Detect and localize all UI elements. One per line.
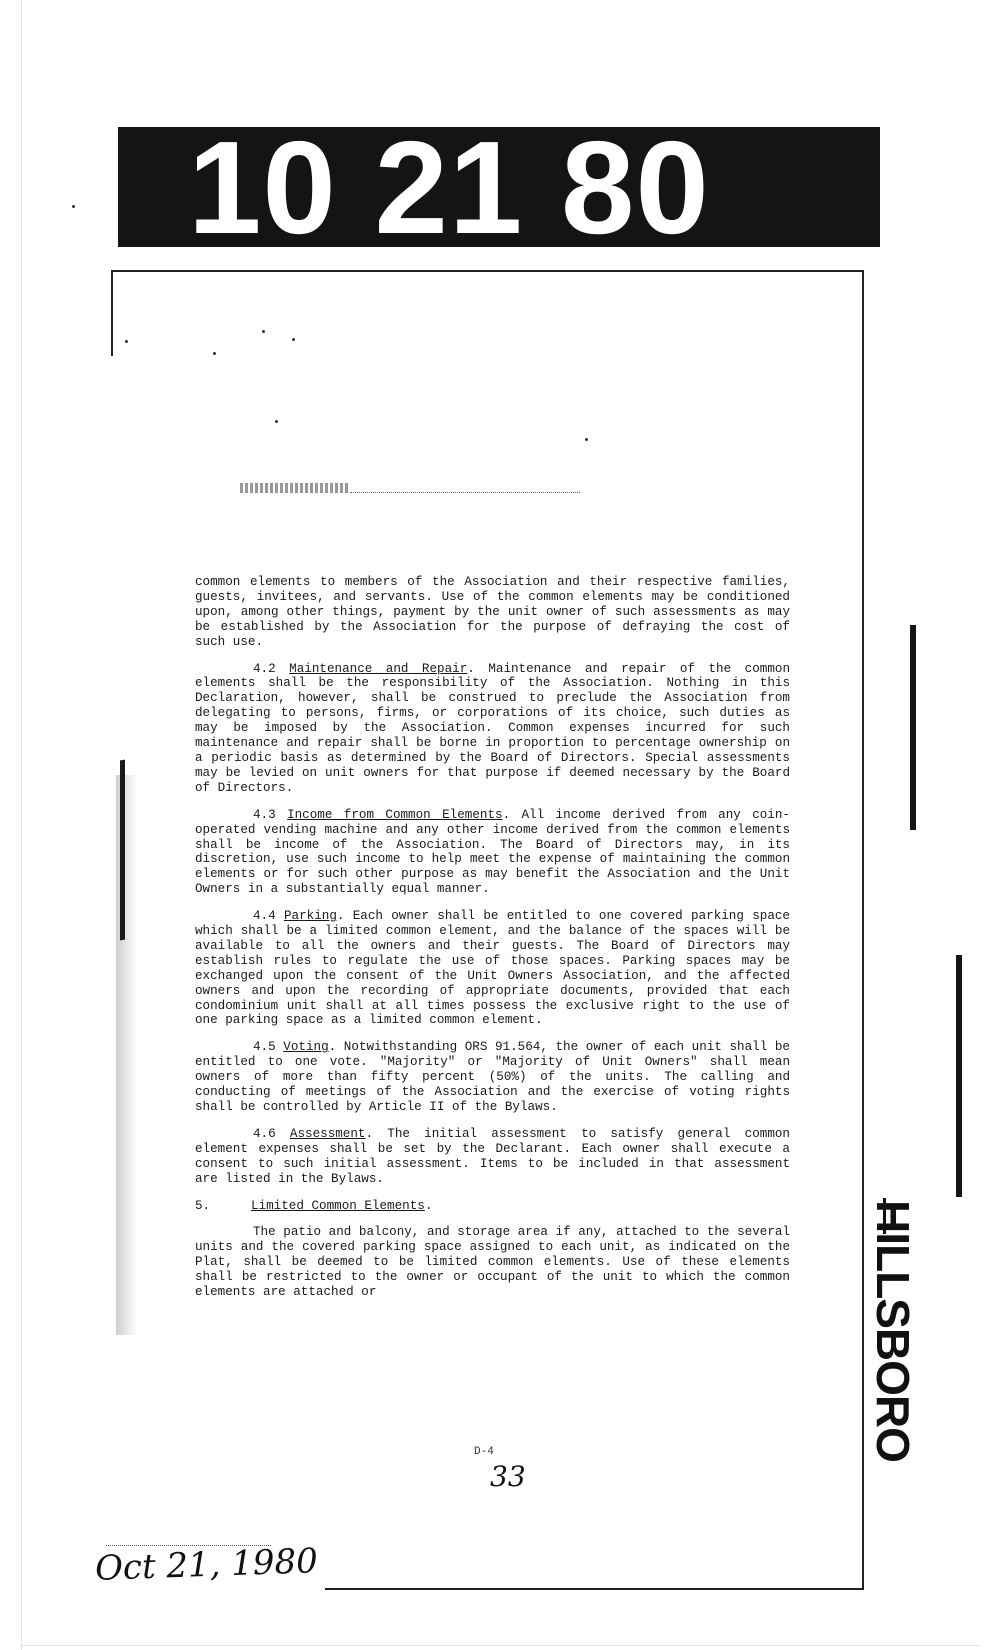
margin-bar-mark xyxy=(956,955,962,1197)
paragraph-common-elements-use: common elements to members of the Association and their respective families, guests, invitees, and servants. Use of the common elements may be conditioned upon, among other things, payment by the unit owner of such assessments as may be established by the Association for the purpose of defraying the cost of such use. xyxy=(195,575,790,649)
section-title: Voting xyxy=(283,1040,329,1055)
section-title: Limited Common Elements xyxy=(251,1198,425,1213)
section-text: Maintenance and repair of the common elements shall be the responsibility of the Association. Nothing in this Declaration, however, shall be construed to preclude the Association from delegating to persons, firms, or corporations of its choice, such duties as may be imposed by the Association. Common expenses incurred for such maintenance and repair shall be borne in proportion to percentage ownership on a periodic basis as determined by the Board of Directors. Special assessments may be levied on unit owners for that purpose if deemed necessary by the Board of Directors. xyxy=(195,661,790,795)
frame-bottom-border xyxy=(325,1588,864,1590)
scan-dotted-line xyxy=(350,492,580,493)
section-text: All income derived from any coin-operated vending machine and any other income derived from the common elements shall be income of the Association. The Board of Directors may, in its discretion, use such income to help meet the expense of maintaining the common elements or for such other purpose as may benefit the Association and the Unit Owners in a substantially equal manner. xyxy=(195,807,790,897)
section-number: 4.3 xyxy=(253,807,276,822)
binding-edge xyxy=(120,760,125,941)
section-title: Parking xyxy=(283,909,337,924)
section-4-6: 4.6 Assessment. The initial assessment to satisfy general common element expenses shall be set by the Declarant. Each owner shall execute a consent to such initial assessment. Items to be included in that assessment are listed in the Bylaws. xyxy=(195,1126,790,1186)
section-number: 5. xyxy=(195,1198,211,1213)
section-5-heading: 5. Limited Common Elements. xyxy=(195,1198,433,1213)
section-number: 4.2 xyxy=(253,661,276,676)
frame-left-border xyxy=(111,270,113,356)
scan-edge-rule xyxy=(21,0,22,1650)
section-title: Income from Common Elements xyxy=(287,807,503,822)
section-text: The initial assessment to satisfy general common element expenses shall be set by the Declarant. Each owner shall execute a consent to such initial assessment. Items to be included in that assessment are listed in the Bylaws. xyxy=(195,1126,790,1186)
scan-speck xyxy=(585,438,588,441)
scan-smudge xyxy=(240,483,350,493)
section-number: 4.6 xyxy=(253,1126,276,1141)
margin-bar-mark xyxy=(910,625,916,830)
scan-speck xyxy=(72,205,75,208)
section-4-3: 4.3 Income from Common Elements. All income derived from any coin-operated vending machine and any other income derived from the common elements shall be income of the Association. The Board of Directors may, in its discretion, use such income to help meet the expense of maintaining the common elements or for such other purpose as may benefit the Association and the Unit Owners in a substantially equal manner. xyxy=(195,807,790,897)
scan-speck xyxy=(275,420,278,423)
section-title: Assessment xyxy=(289,1126,366,1141)
scan-bottom-rule xyxy=(20,1645,980,1646)
scan-speck xyxy=(125,340,128,343)
section-text: Each owner shall be entitled to one covered parking space which shall be a limited common element, and the balance of the spaces will be available to all the owners and their guests. The Board of Directors may establish rules to regulate the use of those spaces. Parking spaces may be exchanged upon the consent of the Unit Owners Association, and the affected owners and upon the recording of appropriate documents, provided that each condominium unit shall at all times possess the exclusive right to the use of one parking space as a limited common element. xyxy=(195,909,790,1028)
date-banner xyxy=(118,127,880,247)
scan-speck xyxy=(292,338,295,341)
frame-top-border xyxy=(111,270,864,272)
section-5-text: The patio and balcony, and storage area if any, attached to the several units and the covered parking space assigned to each unit, as indicated on the Plat, shall be deemed to be limited common elements. Use of these elements shall be restricted to the owner or occupant of the unit to which the common elements are attached or xyxy=(195,1225,790,1300)
page-marker: D-4 xyxy=(474,1446,494,1458)
section-4-5: 4.5 Voting. Notwithstanding ORS 91.564, the owner of each unit shall be entitled to one vote. "Majority" or "Majority of Unit Owners" shall mean owners of more than fifty percent (50%) of the units. The calling and conducting of meetings of the Association and the exercise of voting rights shall be controlled by Article II of the Bylaws. xyxy=(195,1040,790,1114)
section-4-2: 4.2 Maintenance and Repair. Maintenance and repair of the common elements shall be the responsibility of the Association. Nothing in this Declaration, however, shall be construed to preclude the Association from delegating to persons, firms, or corporations of its choice, such duties as may be imposed by the Association. Common expenses incurred for such maintenance and repair shall be borne in proportion to percentage ownership on a periodic basis as determined by the Board of Directors. Special assessments may be levied on unit owners for that purpose if deemed necessary by the Board of Directors. xyxy=(195,661,790,795)
side-label: HILLSBORO xyxy=(867,1200,919,1462)
page-number: 33 xyxy=(490,1460,526,1493)
date-stamp: 10 21 80 xyxy=(188,127,710,247)
scan-speck xyxy=(213,352,216,355)
frame-right-border xyxy=(862,270,864,1590)
section-number: 4.4 xyxy=(253,909,276,924)
handwritten-date: Oct 21, 1980 xyxy=(94,1541,319,1589)
scan-speck xyxy=(262,330,265,333)
declaration-text xyxy=(195,575,790,1312)
section-title: Maintenance and Repair xyxy=(289,661,468,676)
section-4-4: 4.4 Parking. Each owner shall be entitled to one covered parking space which shall be a limited common element, and the balance of the spaces will be available to all the owners and their guests. The Board of Directors may establish rules to regulate the use of those spaces. Parking spaces may be exchanged upon the consent of the Unit Owners Association, and the affected owners and upon the recording of appropriate documents, provided that each condominium unit shall at all times possess the exclusive right to the use of one parking space as a limited common element. xyxy=(195,909,790,1028)
section-text: Notwithstanding ORS 91.564, the owner of each unit shall be entitled to one vote. "Majority" or "Majority of Unit Owners" shall mean owners of more than fifty percent (50%) of the units. The calling and conducting of meetings of the Association and the exercise of voting rights shall be controlled by Article II of the Bylaws. xyxy=(195,1040,790,1114)
section-number: 4.5 xyxy=(253,1040,276,1055)
